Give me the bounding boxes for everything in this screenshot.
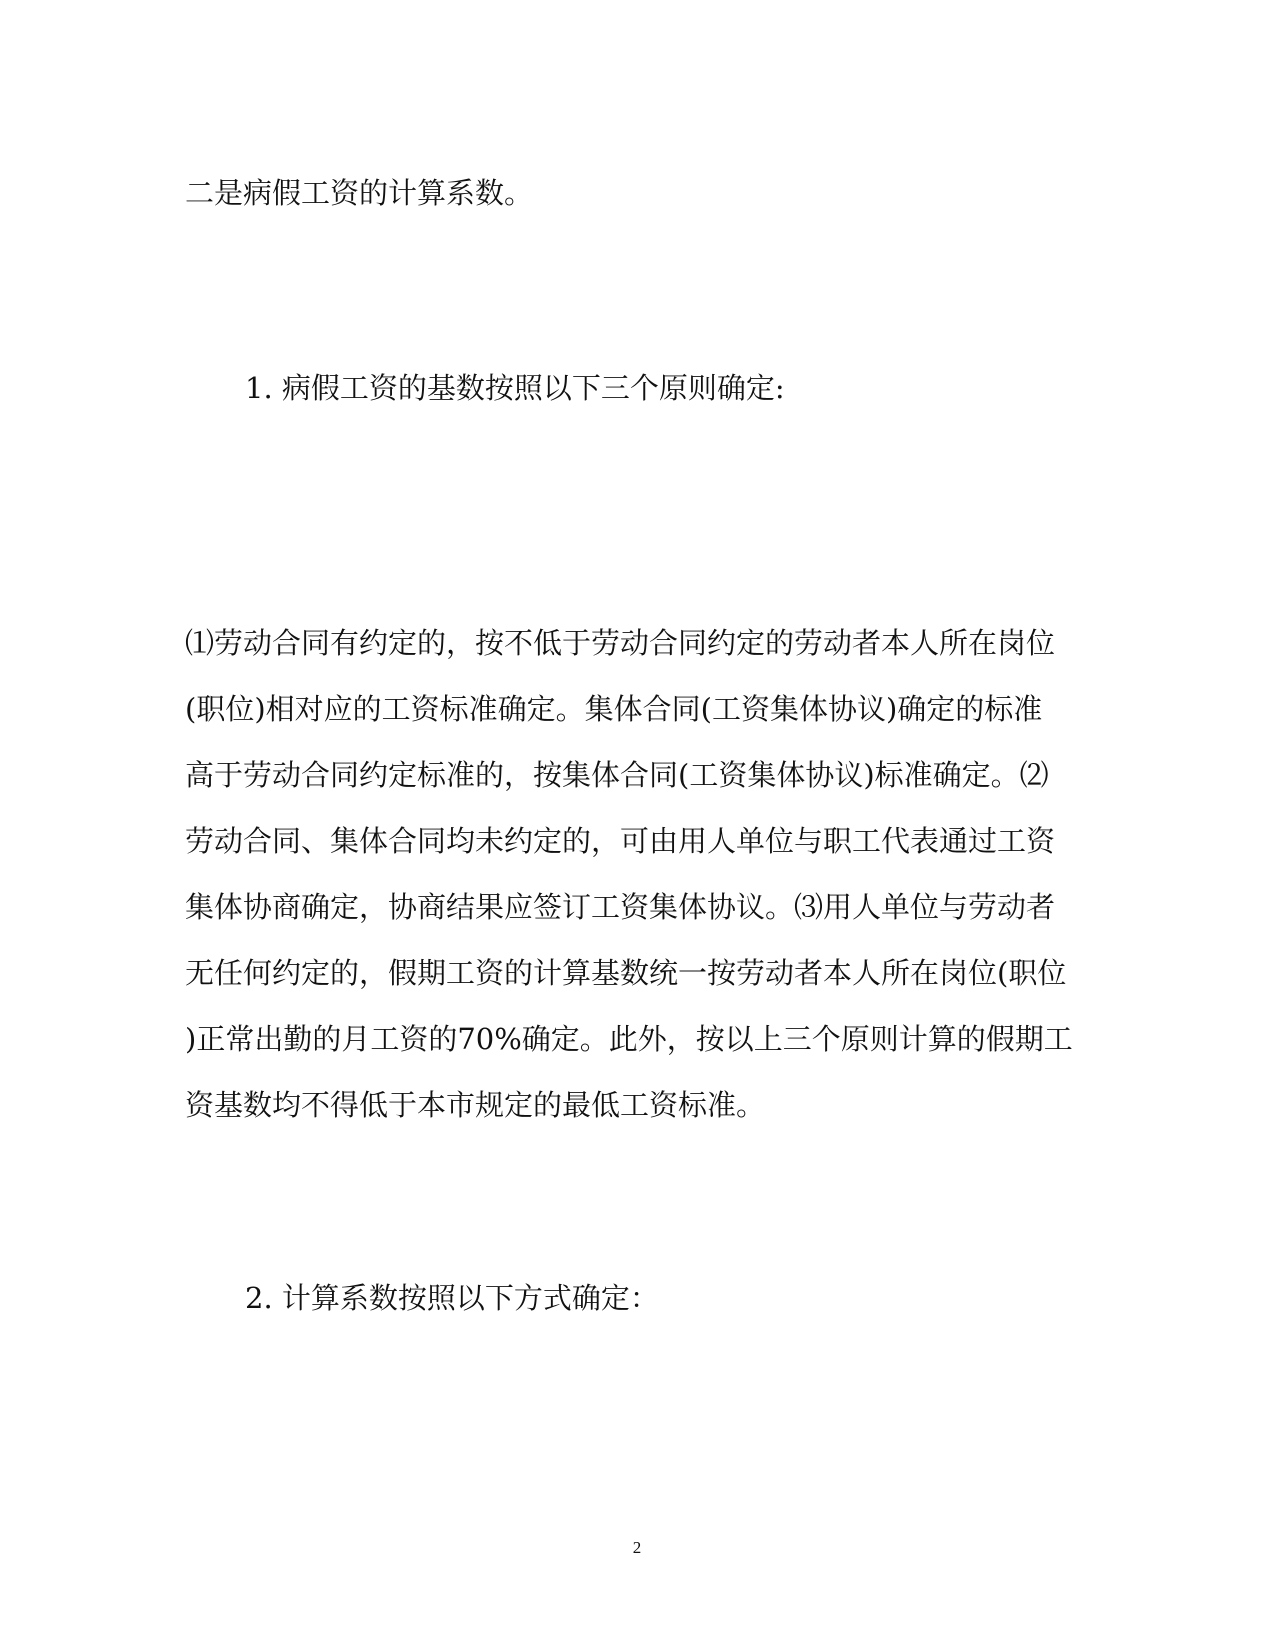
body-line: )正常出勤的月工资的70%确定。此外，按以上三个原则计算的假期工 <box>185 1022 1073 1056</box>
body-line: (职位)相对应的工资标准确定。集体合同(工资集体协议)确定的标准 <box>185 692 1043 726</box>
body-line: 无任何约定的，假期工资的计算基数统一按劳动者本人所在岗位(职位 <box>185 956 1067 990</box>
body-line: ⑴劳动合同有约定的，按不低于劳动合同约定的劳动者本人所在岗位 <box>185 626 1056 660</box>
paragraph-item-1: 1. 病假工资的基数按照以下三个原则确定: <box>245 371 785 405</box>
page-number: 2 <box>632 1538 642 1557</box>
paragraph-item-2: 2. 计算系数按照以下方式确定： <box>245 1281 659 1315</box>
body-line: 集体协商确定，协商结果应签订工资集体协议。⑶用人单位与劳动者 <box>185 890 1056 924</box>
body-line: 高于劳动合同约定标准的，按集体合同(工资集体协议)标准确定。⑵ <box>185 758 1049 792</box>
body-line: 劳动合同、集体合同均未约定的，可由用人单位与职工代表通过工资 <box>185 824 1056 858</box>
body-paragraph <box>185 610 1085 1138</box>
paragraph-heading: 二是病假工资的计算系数。 <box>185 176 534 210</box>
body-line: 资基数均不得低于本市规定的最低工资标准。 <box>185 1088 766 1122</box>
